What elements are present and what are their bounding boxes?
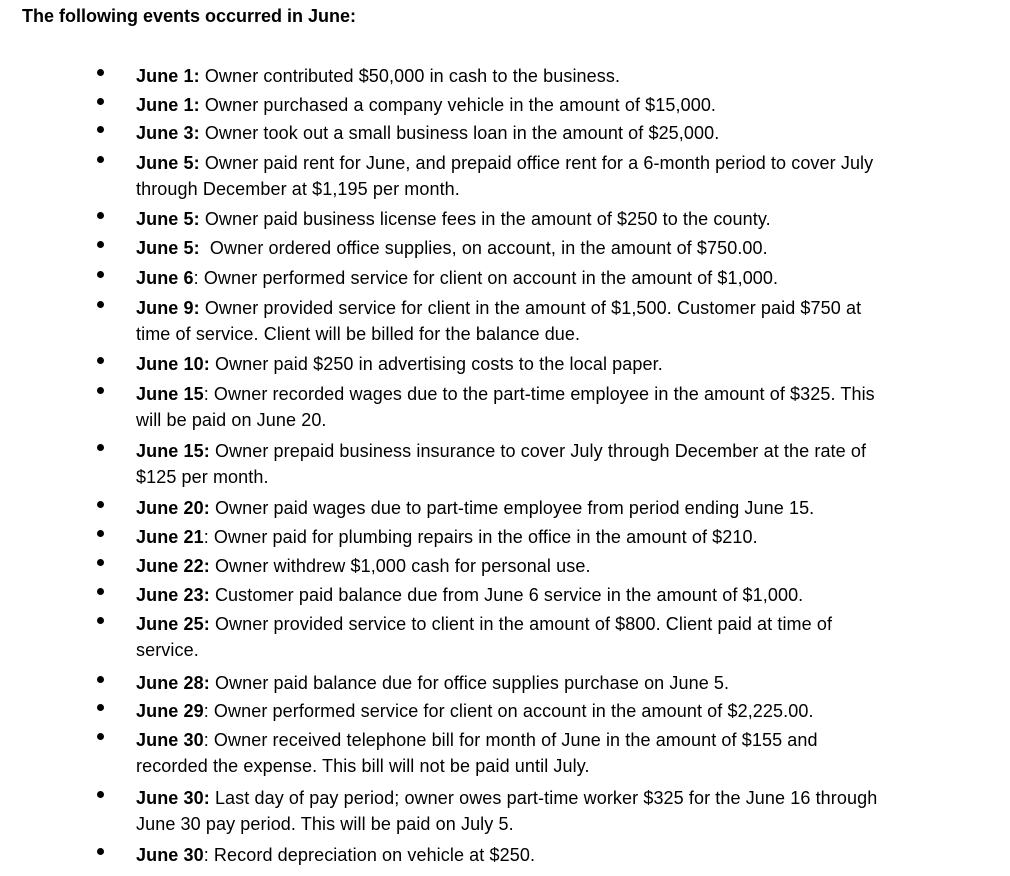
bullet bbox=[97, 444, 104, 451]
event-text bbox=[136, 494, 996, 522]
event-date: June 15: bbox=[136, 441, 210, 461]
event-text bbox=[136, 91, 996, 119]
event-description: Owner paid balance due for office supplies purchase on June 5. bbox=[209, 673, 730, 693]
event-date: June 1: bbox=[136, 95, 200, 115]
bullet bbox=[97, 791, 104, 798]
bullet bbox=[97, 212, 104, 219]
event-description: Last day of pay period; owner owes part-time worker $325 for the June 16 through bbox=[209, 788, 878, 808]
bullet bbox=[97, 69, 104, 76]
event-date: June 6 bbox=[136, 268, 194, 288]
event-date: June 30 bbox=[136, 730, 204, 750]
event-description: Owner provided service for client in the amount of $1,500. Customer paid $750 at bbox=[199, 298, 862, 318]
event-text bbox=[136, 149, 996, 203]
bullet bbox=[97, 98, 104, 105]
bullet bbox=[97, 387, 104, 394]
event-text bbox=[136, 841, 996, 869]
bullet bbox=[97, 617, 104, 624]
event-text bbox=[136, 380, 996, 434]
event-text bbox=[136, 784, 996, 838]
event-description: Owner contributed $50,000 in cash to the business. bbox=[199, 66, 621, 86]
event-text bbox=[136, 205, 996, 233]
event-description: Owner withdrew $1,000 cash for personal use. bbox=[209, 556, 591, 576]
event-date: June 28: bbox=[136, 673, 210, 693]
bullet bbox=[97, 357, 104, 364]
event-text bbox=[136, 62, 996, 90]
event-text bbox=[136, 610, 996, 664]
event-date: June 20: bbox=[136, 498, 210, 518]
event-description: Customer paid balance due from June 6 service in the amount of $1,000. bbox=[209, 585, 804, 605]
event-date: June 9: bbox=[136, 298, 200, 318]
event-text bbox=[136, 437, 996, 491]
bullet bbox=[97, 156, 104, 163]
bullet bbox=[97, 848, 104, 855]
event-continuation: will be paid on June 20. bbox=[136, 410, 327, 430]
bullet bbox=[97, 241, 104, 248]
event-text bbox=[136, 264, 996, 292]
event-description: Owner paid $250 in advertising costs to the local paper. bbox=[209, 354, 663, 374]
event-continuation: service. bbox=[136, 640, 199, 660]
bullet bbox=[97, 301, 104, 308]
event-description: : Owner paid for plumbing repairs in the office in the amount of $210. bbox=[203, 527, 758, 547]
event-text bbox=[136, 697, 996, 725]
event-text bbox=[136, 350, 996, 378]
bullet bbox=[97, 126, 104, 133]
event-description: Owner took out a small business loan in the amount of $25,000. bbox=[199, 123, 720, 143]
event-date: June 23: bbox=[136, 585, 210, 605]
event-description: : Owner recorded wages due to the part-time employee in the amount of $325. This bbox=[203, 384, 875, 404]
event-description: : Owner received telephone bill for month of June in the amount of $155 and bbox=[203, 730, 818, 750]
bullet bbox=[97, 676, 104, 683]
bullet bbox=[97, 501, 104, 508]
event-text bbox=[136, 552, 996, 580]
event-text bbox=[136, 581, 996, 609]
event-date: June 5: bbox=[136, 238, 200, 258]
event-date: June 1: bbox=[136, 66, 200, 86]
event-description: Owner paid rent for June, and prepaid office rent for a 6-month period to cover July bbox=[199, 153, 874, 173]
event-text bbox=[136, 726, 996, 780]
event-continuation: $125 per month. bbox=[136, 467, 269, 487]
event-date: June 29 bbox=[136, 701, 204, 721]
event-description: Owner ordered office supplies, on account, in the amount of $750.00. bbox=[199, 238, 768, 258]
event-text bbox=[136, 523, 996, 551]
event-continuation: June 30 pay period. This will be paid on July 5. bbox=[136, 814, 514, 834]
event-description: Owner purchased a company vehicle in the amount of $15,000. bbox=[199, 95, 717, 115]
bullet bbox=[97, 530, 104, 537]
event-description: : Owner performed service for client on account in the amount of $1,000. bbox=[193, 268, 779, 288]
event-date: June 5: bbox=[136, 153, 200, 173]
page-heading: The following events occurred in June: bbox=[22, 6, 357, 26]
event-description: : Record depreciation on vehicle at $250. bbox=[203, 845, 536, 865]
event-date: June 15 bbox=[136, 384, 204, 404]
event-text bbox=[136, 669, 996, 697]
event-date: June 3: bbox=[136, 123, 200, 143]
event-date: June 30: bbox=[136, 788, 210, 808]
event-date: June 5: bbox=[136, 209, 200, 229]
event-date: June 22: bbox=[136, 556, 210, 576]
event-continuation: through December at $1,195 per month. bbox=[136, 179, 460, 199]
event-date: June 30 bbox=[136, 845, 204, 865]
bullet bbox=[97, 559, 104, 566]
bullet bbox=[97, 704, 104, 711]
event-description: Owner prepaid business insurance to cover July through December at the rate of bbox=[209, 441, 867, 461]
event-text bbox=[136, 119, 996, 147]
event-description: Owner provided service to client in the amount of $800. Client paid at time of bbox=[209, 614, 833, 634]
event-date: June 10: bbox=[136, 354, 210, 374]
event-date: June 21 bbox=[136, 527, 204, 547]
event-description: : Owner performed service for client on account in the amount of $2,225.00. bbox=[203, 701, 814, 721]
event-continuation: recorded the expense. This bill will not be paid until July. bbox=[136, 756, 590, 776]
bullet bbox=[97, 271, 104, 278]
event-continuation: time of service. Client will be billed for the balance due. bbox=[136, 324, 581, 344]
event-date: June 25: bbox=[136, 614, 210, 634]
bullet bbox=[97, 733, 104, 740]
event-text bbox=[136, 294, 996, 348]
event-description: Owner paid business license fees in the amount of $250 to the county. bbox=[199, 209, 771, 229]
bullet bbox=[97, 588, 104, 595]
event-text bbox=[136, 234, 996, 262]
event-description: Owner paid wages due to part-time employee from period ending June 15. bbox=[209, 498, 815, 518]
